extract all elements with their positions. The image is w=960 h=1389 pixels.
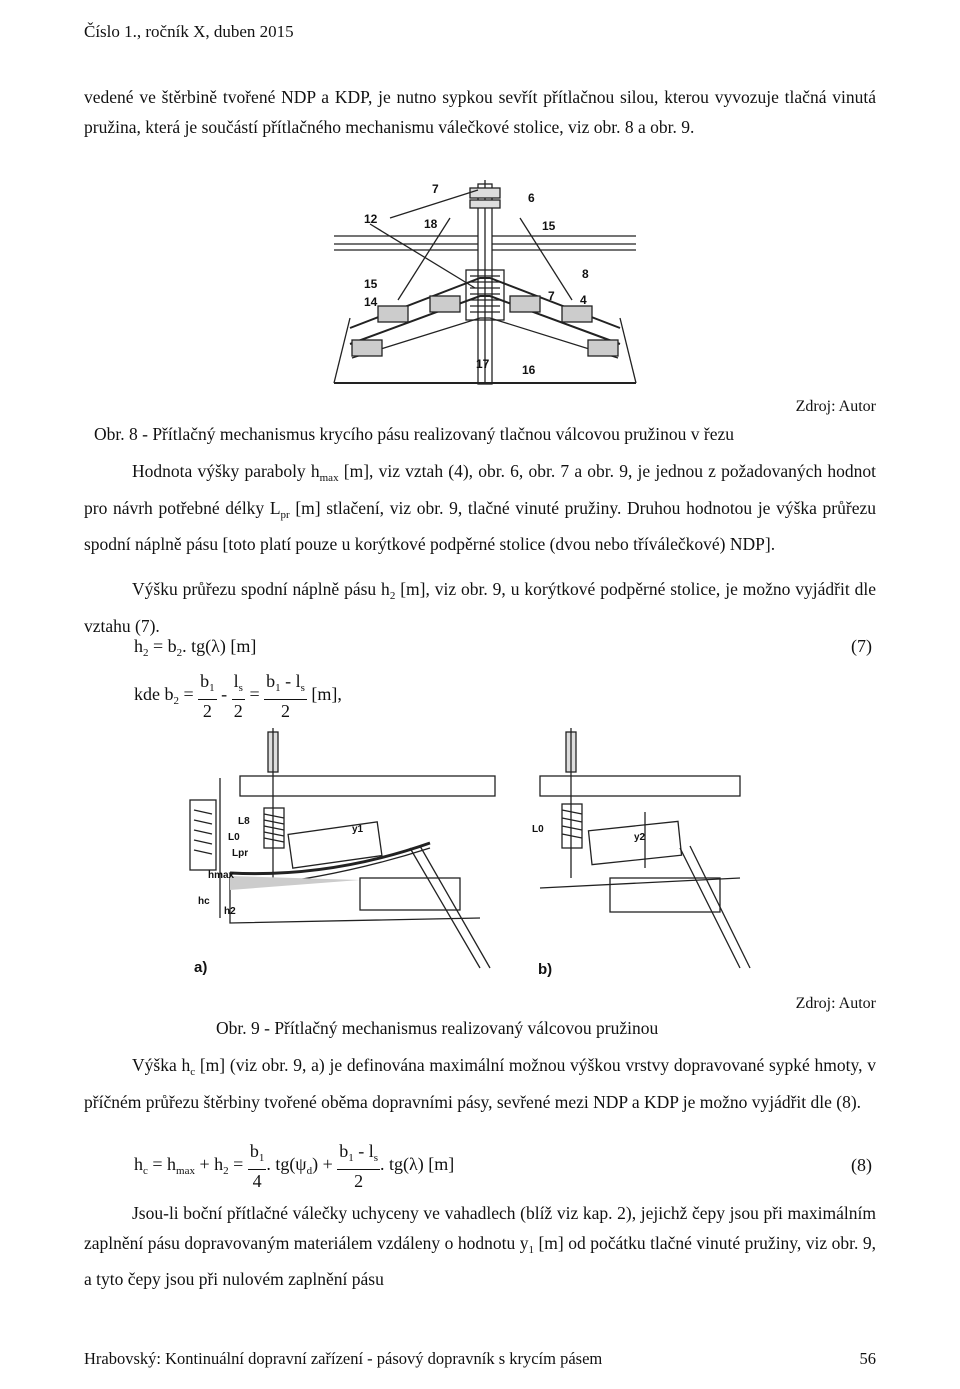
figure-8-caption: Obr. 8 - Přítlačný mechanismus krycího pásu realizovaný tlačnou válcovou pružinou v řezu: [94, 424, 735, 444]
fig9-tag-b: b): [538, 961, 553, 978]
paragraph-1: vedené ve štěrbině tvořené NDP a KDP, je nutno sypkou sevřít přítlačnou silou, kterou vyvozuje tlačná vinutá pružina, která je součástí přítlačného mechanismu válečkové stolice, viz obr. 8 a obr. 9.: [84, 87, 876, 137]
fig9-label: L8: [238, 816, 250, 827]
equation-8: $h_c = h_{max} + h_2$ = $\frac{b_1}{4}$ . $tg(\psi_d)$ + $\frac{b_1 - l_s}{2}$ . tg(λ) [m]: [134, 1141, 455, 1191]
figure-9-source: Zdroj: Autor: [795, 995, 876, 1012]
equation-7: $h_2 = b_2$. tg(λ) [m]: [134, 636, 257, 659]
equation-8-number: (8): [851, 1155, 872, 1175]
figure-9-drawing: [180, 728, 760, 983]
page-number: 56: [859, 1349, 876, 1368]
fig8-label: 6: [528, 191, 535, 205]
fig8-label: 7: [432, 182, 439, 196]
figure-9-caption: Obr. 9 - Přítlačný mechanismus realizovaný válcovou pružinou: [216, 1018, 659, 1038]
paragraph-4: Výška $h_c$ [m] (viz obr. 9, a) je definována maximální možnou výškou vrstvy dopravované sypké hmoty, v příčném průřezu štěrbiny tvořené oběma dopravními pásy, sevřené mezi NDP a KDP je možno vyjádřit dle (8).: [84, 1055, 876, 1112]
fig8-label: 4: [580, 293, 587, 307]
page-footer: [84, 1349, 876, 1369]
fig8-label: 18: [424, 217, 438, 231]
paragraph-5: Jsou-li boční přítlačné válečky uchyceny ve vahadlech (blíž viz kap. 2), jejichž čepy jsou při maximálním zaplnění pásu dopravovaným materiálem vzdáleny o hodnotu $y_1$ [m] od počátku tlačné vinuté pružiny, viz obr. 9, a tyto čepy jsou při nulovém zaplnění pásu: [84, 1203, 876, 1289]
fig8-label: 15: [364, 277, 378, 291]
paragraph-3: Výšku průřezu spodní náplně pásu $h_2$ [m], viz obr. 9, u korýtkové podpěrné stolice, je možno vyjádřit dle vztahu (7).: [84, 579, 876, 636]
fig8-label: 14: [364, 295, 378, 309]
fig8-label: 12: [364, 212, 378, 226]
equation-7-number: (7): [851, 636, 872, 656]
page-header: Číslo 1., ročník X, duben 2015: [84, 22, 294, 41]
fig8-label: 17: [476, 357, 490, 371]
figure-8-drawing: [330, 178, 640, 388]
equation-kde: kde $b_2$ = $\frac{b_1}{2}$ - $\frac{l_s}{2}$ = $\frac{b_1 - l_s}{2}$ [m],: [134, 671, 342, 721]
fig9-label: h2: [224, 906, 236, 917]
fig9-label: L0: [532, 824, 544, 835]
footer-text: Hrabovský: Kontinuální dopravní zařízení - pásový dopravník s krycím pásem: [84, 1349, 603, 1368]
fig9-label: y2: [634, 832, 646, 843]
fig9-label: Lpr: [232, 848, 249, 859]
fig8-label: 8: [582, 267, 589, 281]
fig9-label: y1: [352, 824, 364, 835]
figure-8-source: Zdroj: Autor: [795, 398, 876, 415]
paragraph-2: Hodnota výšky paraboly $h_{max}$ [m], viz vztah (4), obr. 6, obr. 7 a obr. 9, je jednou z požadovaných hodnot pro návrh potřebné délky $L_{pr}$ [m] stlačení, viz obr. 9, tlačné vinuté pružiny. Druhou hodnotou je výška průřezu spodní náplně pásu [toto platí pouze u korýtkové podpěrné stolice (dvou nebo tříválečkové) NDP].: [84, 461, 876, 554]
fig9-label: hmax: [208, 870, 235, 881]
fig9-tag-a: a): [194, 959, 208, 976]
fig8-label: 15: [542, 219, 556, 233]
fig8-label: 16: [522, 363, 536, 377]
fig9-label: L0: [228, 832, 240, 843]
fig8-label: 7: [548, 289, 555, 303]
fig9-label: hc: [198, 896, 210, 907]
